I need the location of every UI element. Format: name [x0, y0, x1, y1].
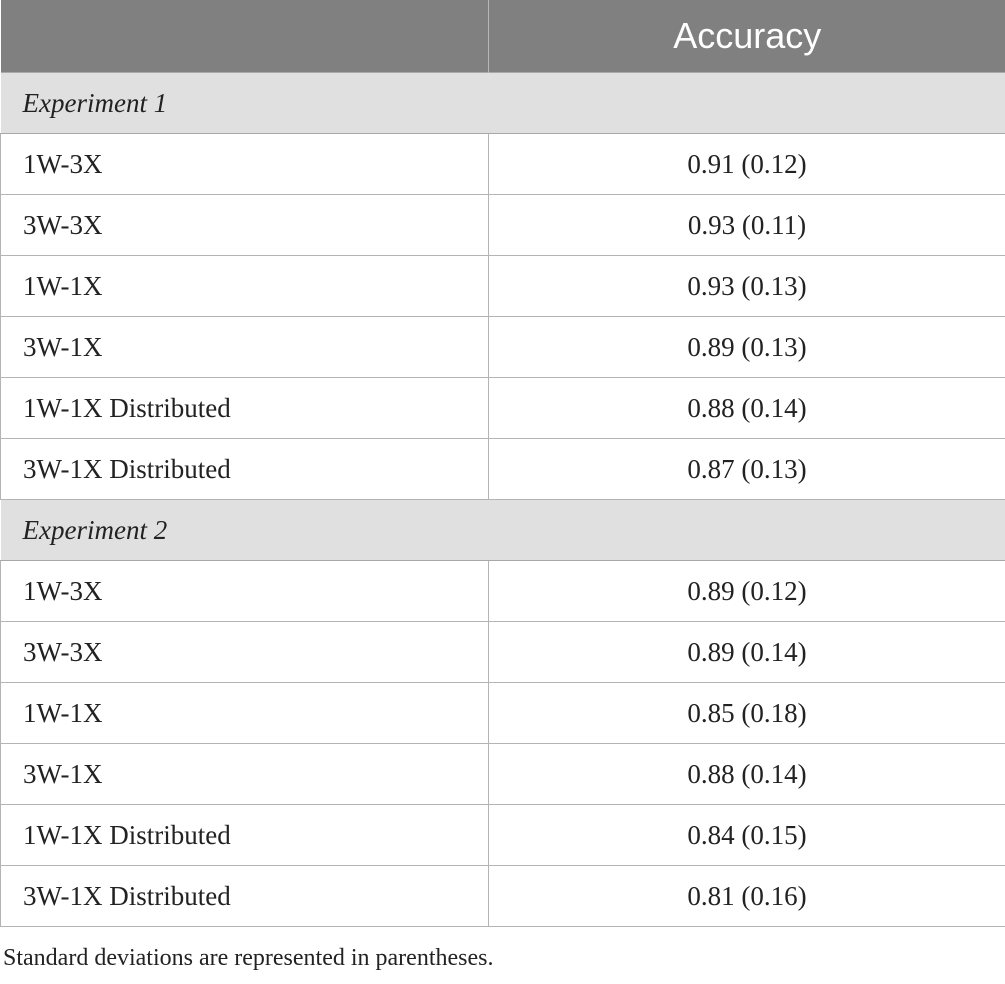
table-row: [1, 622, 1005, 683]
accuracy-cell: 0.85 (0.18): [489, 683, 1005, 744]
table-row: [1, 317, 1005, 378]
table-body: [1, 73, 1005, 927]
section-title: Experiment 1: [1, 73, 1005, 134]
accuracy-cell: 0.87 (0.13): [489, 439, 1005, 500]
condition-cell: 1W-3X: [1, 134, 489, 195]
header-accuracy: Accuracy: [489, 0, 1005, 73]
table-row: [1, 866, 1005, 927]
accuracy-cell: 0.89 (0.13): [489, 317, 1005, 378]
condition-cell: 1W-1X: [1, 256, 489, 317]
condition-cell: 3W-1X: [1, 744, 489, 805]
table-row: [1, 744, 1005, 805]
header-row: [1, 0, 1005, 73]
table-row: [1, 134, 1005, 195]
table-row: [1, 378, 1005, 439]
condition-cell: 1W-1X Distributed: [1, 378, 489, 439]
table-row: [1, 439, 1005, 500]
condition-cell: 3W-1X Distributed: [1, 439, 489, 500]
table-row: [1, 195, 1005, 256]
condition-cell: 3W-1X Distributed: [1, 866, 489, 927]
table-row: [1, 805, 1005, 866]
section-row: [1, 500, 1005, 561]
section-row: [1, 73, 1005, 134]
accuracy-cell: 0.81 (0.16): [489, 866, 1005, 927]
accuracy-cell: 0.89 (0.14): [489, 622, 1005, 683]
accuracy-cell: 0.91 (0.12): [489, 134, 1005, 195]
table-header: [1, 0, 1005, 73]
condition-cell: 3W-1X: [1, 317, 489, 378]
accuracy-cell: 0.89 (0.12): [489, 561, 1005, 622]
condition-cell: 1W-1X: [1, 683, 489, 744]
table-row: [1, 256, 1005, 317]
table-row: [1, 683, 1005, 744]
accuracy-cell: 0.84 (0.15): [489, 805, 1005, 866]
condition-cell: 1W-3X: [1, 561, 489, 622]
condition-cell: 3W-3X: [1, 195, 489, 256]
accuracy-cell: 0.93 (0.11): [489, 195, 1005, 256]
condition-cell: 3W-3X: [1, 622, 489, 683]
accuracy-cell: 0.88 (0.14): [489, 744, 1005, 805]
table-footnote: Standard deviations are represented in parentheses.: [3, 945, 494, 971]
accuracy-cell: 0.93 (0.13): [489, 256, 1005, 317]
header-condition: [1, 0, 489, 73]
accuracy-cell: 0.88 (0.14): [489, 378, 1005, 439]
condition-cell: 1W-1X Distributed: [1, 805, 489, 866]
section-title: Experiment 2: [1, 500, 1005, 561]
table-row: [1, 561, 1005, 622]
